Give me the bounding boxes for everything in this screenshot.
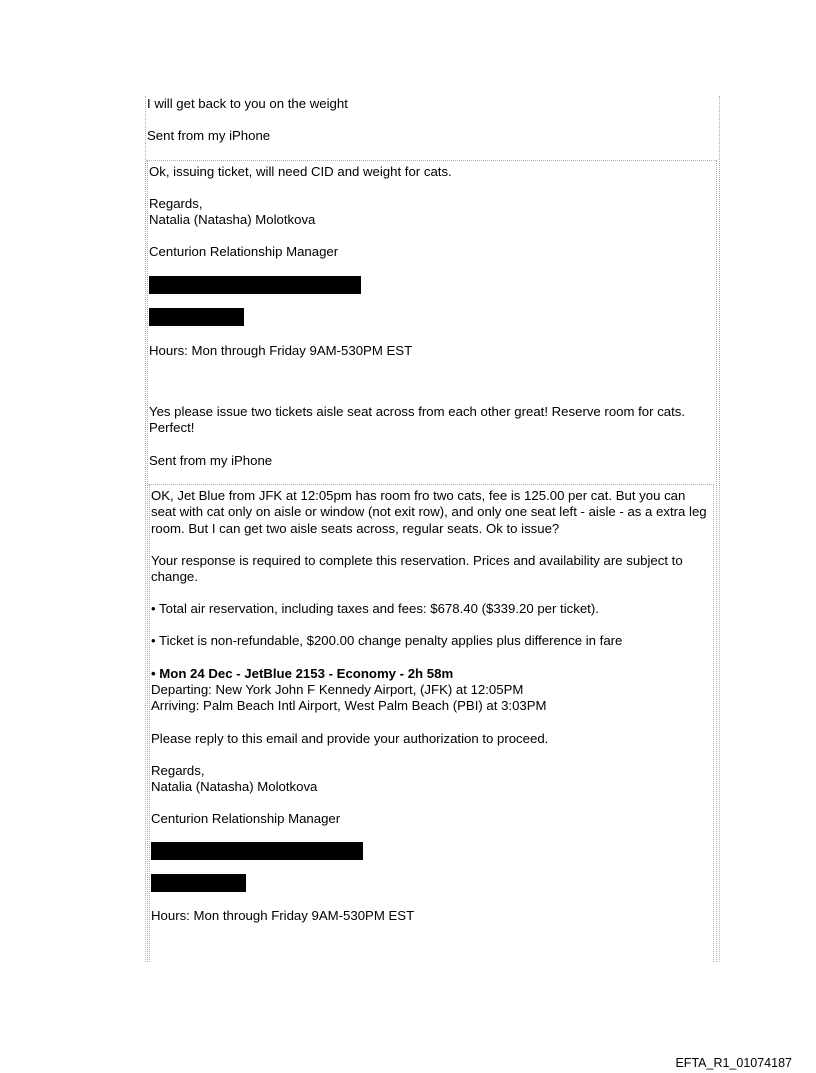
issuing-ticket-text: Ok, issuing ticket, will need CID and weight for cats.: [149, 164, 452, 179]
quote-level3-left-border: [149, 484, 150, 962]
office-hours: Hours: Mon through Friday 9AM-530PM EST: [151, 908, 415, 923]
office-hours: Hours: Mon through Friday 9AM-530PM EST: [149, 343, 413, 358]
regards-text: Regards,: [149, 196, 203, 211]
regards-text: Regards,: [151, 763, 205, 778]
issue-tickets-reply: Yes please issue two tickets aisle seat across from each other great! Reserve room for cats. Perfect!: [149, 404, 686, 436]
outer-quote-left-border: [145, 96, 146, 962]
quote-level3-top-border: [148, 484, 714, 485]
authorization-request: Please reply to this email and provide your authorization to proceed.: [151, 731, 549, 746]
quote-level2-top-border: [146, 160, 716, 161]
redaction-bar: [151, 842, 363, 860]
reply-text: I will get back to you on the weight: [147, 96, 348, 111]
departing-info: Departing: New York John F Kennedy Airport, (JFK) at 12:05PM: [151, 682, 524, 697]
redaction-bar: [149, 308, 244, 326]
jetblue-offer-text: OK, Jet Blue from JFK at 12:05pm has room fro two cats, fee is 125.00 per cat. But you can seat with cat only on aisle or window (not exit row), and only one seat left - aisle - as a extra leg room. But I can get two aisle seats across, regular seats. Ok to issue?: [151, 488, 707, 536]
response-required-text: Your response is required to complete this reservation. Prices and availability are subject to change.: [151, 553, 683, 585]
refund-policy-bullet: • Ticket is non-refundable, $200.00 change penalty applies plus difference in fare: [151, 633, 623, 648]
quote-level2-right-border: [716, 160, 717, 962]
document-id: EFTA_R1_01074187: [675, 1056, 792, 1070]
sent-from-iphone: Sent from my iPhone: [147, 128, 271, 143]
sender-name: Natalia (Natasha) Molotkova: [149, 212, 316, 227]
sender-title: Centurion Relationship Manager: [149, 244, 339, 259]
outer-quote-right-border: [719, 96, 720, 962]
flight-header: • Mon 24 Dec - JetBlue 2153 - Economy - 2h 58m: [151, 666, 454, 681]
total-price-bullet: • Total air reservation, including taxes and fees: $678.40 ($339.20 per ticket).: [151, 601, 599, 616]
sender-name: Natalia (Natasha) Molotkova: [151, 779, 318, 794]
sender-title: Centurion Relationship Manager: [151, 811, 341, 826]
quote-level3-right-border: [713, 484, 714, 962]
arriving-info: Arriving: Palm Beach Intl Airport, West Palm Beach (PBI) at 3:03PM: [151, 698, 547, 713]
redaction-bar: [149, 276, 361, 294]
redaction-bar: [151, 874, 246, 892]
quote-level2-left-border: [147, 160, 148, 962]
sent-from-iphone: Sent from my iPhone: [149, 453, 273, 468]
